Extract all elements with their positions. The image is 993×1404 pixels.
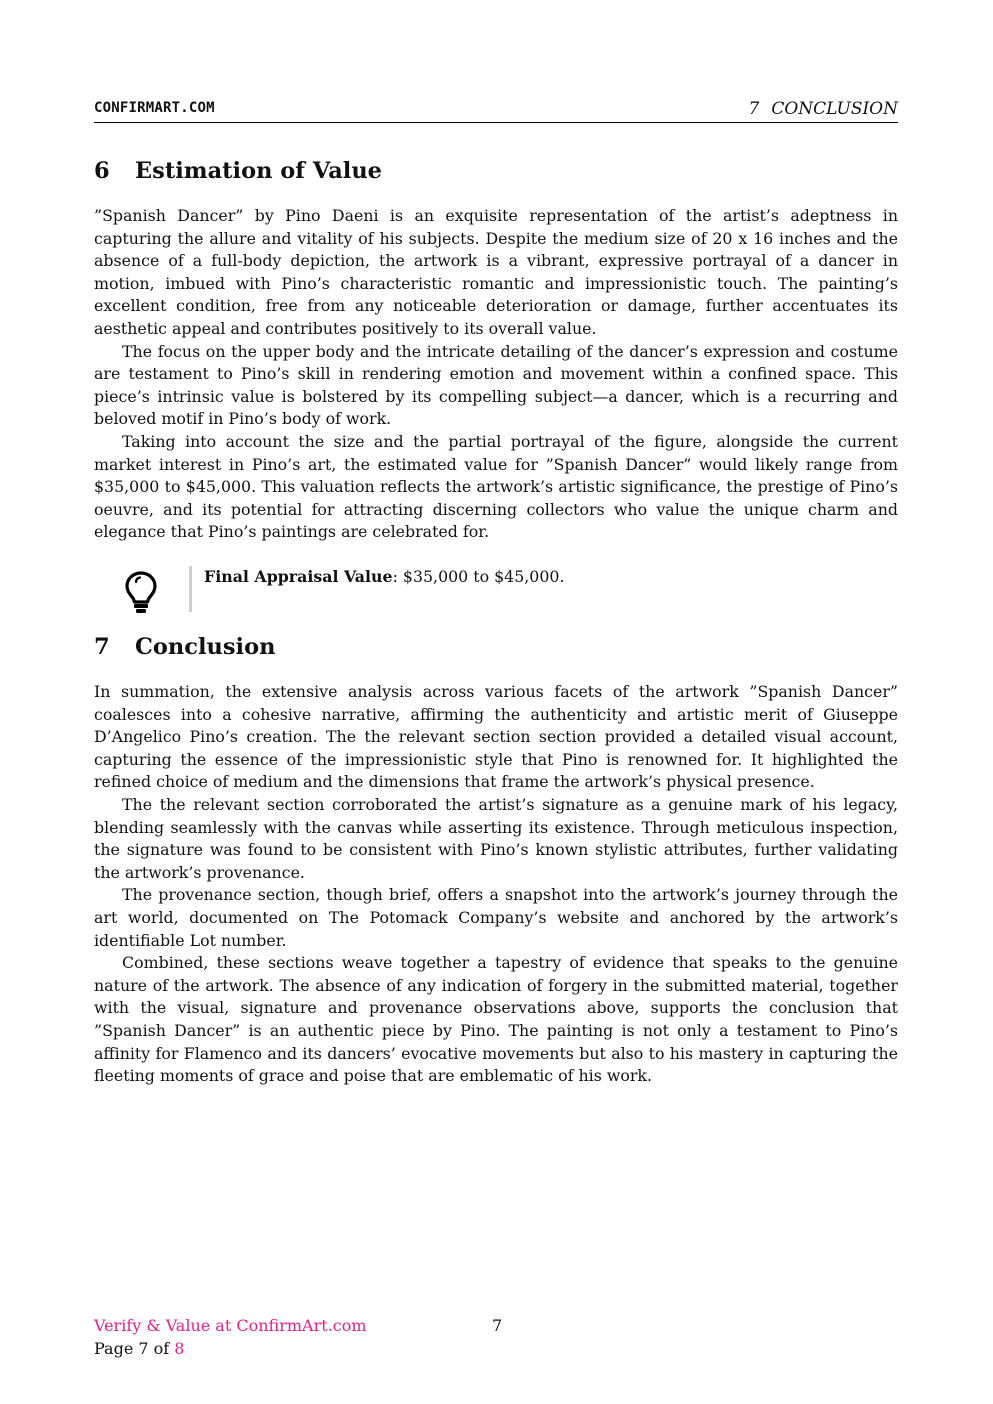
footer-page-number: 7 <box>492 1316 503 1335</box>
footer-verify-link[interactable]: Verify & Value at ConfirmArt.com <box>94 1316 367 1335</box>
paragraph: ”Spanish Dancer” by Pino Daeni is an exquisite representation of the artist’s adeptness in capturing the allure and vitality of his subjects. Despite the medium size of 20 x 16 inches and the absence of a full-body depiction, the artwork is a vibrant, expressive portrayal of a dancer in motion, imbued with Pino’s characteristic romantic and impressionistic touch. The painting’s excellent condition, free from any noticeable deterioration or damage, further accentuates its aesthetic appeal and contributes positively to its overall value. <box>94 206 898 338</box>
section-7-number: 7 <box>94 634 110 660</box>
lightbulb-icon <box>124 570 158 614</box>
section-6-heading <box>94 158 382 184</box>
running-head-number: 7 <box>748 99 760 119</box>
footer-page-count <box>94 1339 184 1358</box>
section-6-title: Estimation of Value <box>135 158 382 184</box>
footer-page-label: Page 7 of <box>94 1339 175 1358</box>
section-7-title: Conclusion <box>135 634 276 660</box>
section-7-heading <box>94 634 275 660</box>
section-6-number: 6 <box>94 158 110 184</box>
section-6-body <box>94 205 898 544</box>
page-header <box>94 98 898 123</box>
paragraph: Combined, these sections weave together a tapestry of evidence that speaks to the genuine nature of the artwork. The absence of any indication of forgery in the submitted material, together with the visual, signature and provenance observations above, supports the conclusion that ”Spanish Dancer” is an authentic piece by Pino. The painting is not only a testament to Pino’s affinity for Flamenco and its dancers’ evocative movements but also to his mastery in capturing the fleeting moments of grace and poise that are emblematic of his work. <box>94 953 898 1086</box>
running-head-title: CONCLUSION <box>771 99 898 119</box>
paragraph: In summation, the extensive analysis across various facets of the artwork ”Spanish Dancer” coalesces into a cohesive narrative, affirming the authenticity and artistic merit of Giuseppe D’Angelico Pino’s creation. The the relevant section section provided a detailed visual account, capturing the essence of the impressionistic style that Pino is renowned for. It highlighted the refined choice of medium and the dimensions that frame the artwork’s physical presence. <box>94 682 898 792</box>
callout-value: : $35,000 to $45,000. <box>392 567 565 586</box>
callout-text <box>204 566 564 588</box>
appraisal-callout <box>94 566 898 614</box>
callout-label: Final Appraisal Value <box>204 567 393 586</box>
paragraph: The provenance section, though brief, offers a snapshot into the artwork’s journey through the art world, documented on The Potomack Company’s website and anchored by the artwork’s identifiable Lot number. <box>94 885 898 950</box>
paragraph: Taking into account the size and the partial portrayal of the figure, alongside the current market interest in Pino’s art, the estimated value for ”Spanish Dancer” would likely range from $35,000 to $45,000. This valuation reflects the artwork’s artistic significance, the prestige of Pino’s oeuvre, and its potential for attracting discerning collectors who value the unique charm and elegance that Pino’s paintings are celebrated for. <box>94 431 898 542</box>
callout-divider <box>189 566 192 612</box>
confirmart-logo: CONFIRMART.COM <box>94 100 215 116</box>
section-7-body <box>94 681 898 1088</box>
paragraph: The the relevant section corroborated the artist’s signature as a genuine mark of his legacy, blending seamlessly with the canvas while asserting its existence. Through meticulous inspection, the signature was found to be consistent with Pino’s known stylistic attributes, further validating the artwork’s provenance. <box>94 794 898 882</box>
paragraph: The focus on the upper body and the intricate detailing of the dancer’s expression and costume are testament to Pino’s skill in rendering emotion and movement within a confined space. This piece’s intrinsic value is bolstered by its compelling subject—a dancer, which is a recurring and beloved motif in Pino’s body of work. <box>94 341 898 429</box>
running-head <box>748 99 898 119</box>
footer-total-pages-link[interactable]: 8 <box>174 1339 185 1358</box>
